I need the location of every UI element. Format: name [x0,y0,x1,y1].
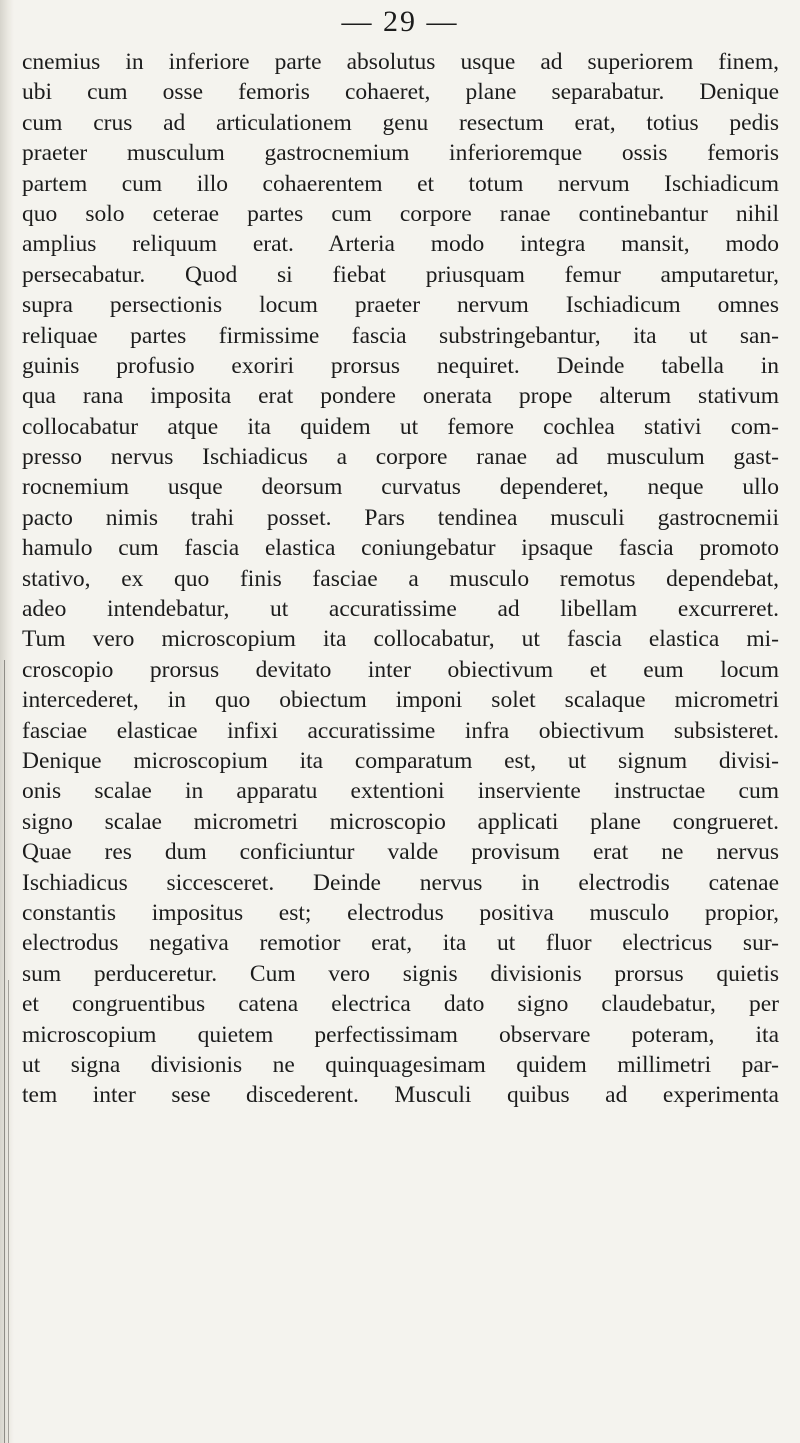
text-line: Quae res dum conficiuntur valde provisum erat ne nervus [22,839,779,866]
text-line: hamulo cum fascia elastica coniungebatur ipsaque fascia promoto [22,535,779,562]
text-line: qua rana imposita erat pondere onerata prope alterum stativum [22,383,779,410]
text-line: partem cum illo cohaerentem et totum nervum Ischiadicum [22,170,779,197]
binding-gutter-line [8,980,9,1443]
text-line: amplius reliquum erat. Arteria modo integra mansit, modo [22,231,779,258]
text-line: intercederet, in quo obiectum imponi solet scalaque micrometri [22,687,779,714]
binding-gutter-line [4,660,5,1443]
text-line: supra persectionis locum praeter nervum Ischiadicum omnes [22,292,779,319]
text-line: constantis impositus est; electrodus positiva musculo propior, [22,899,779,926]
text-line: et congruentibus catena electrica dato signo claudebatur, per [22,991,779,1018]
text-line: ut signa divisionis ne quinquagesimam quidem millimetri par- [22,1051,779,1078]
body-text [22,47,779,1111]
text-line: microscopium quietem perfectissimam observare poteram, ita [22,1021,779,1048]
text-line: Tum vero microscopium ita collocabatur, ut fascia elastica mi- [22,626,779,653]
text-line: rocnemium usque deorsum curvatus dependeret, neque ullo [22,474,779,501]
text-line: stativo, ex quo finis fasciae a musculo remotus dependebat, [22,565,779,592]
text-line: onis scalae in apparatu extentioni inserviente instructae cum [22,778,779,805]
text-line: fasciae elasticae infixi accuratissime infra obiectivum subsisteret. [22,717,779,744]
text-line: adeo intendebatur, ut accuratissime ad libellam excurreret. [22,596,779,623]
text-line: Denique microscopium ita comparatum est, ut signum divisi- [22,747,779,774]
text-line: cnemius in inferiore parte absolutus usque ad superiorem finem, [22,49,779,75]
text-line: croscopio prorsus devitato inter obiectivum et eum locum [22,656,779,683]
text-line: pacto nimis trahi posset. Pars tendinea musculi gastrocnemii [22,504,779,531]
text-line: cum crus ad articulationem genu resectum erat, totius pedis [22,109,779,136]
text-line: Ischiadicus siccesceret. Deinde nervus in electrodis catenae [22,869,779,896]
text-line: sum perduceretur. Cum vero signis divisionis prorsus quietis [22,960,779,987]
text-line: tem inter sese discederent. Musculi quibus ad experimenta [22,1082,779,1109]
text-line: electrodus negativa remotior erat, ita ut fluor electricus sur- [22,930,779,957]
binding-gutter-shadow [0,0,14,1443]
page-number: — 29 — [341,5,459,38]
text-line: quo solo ceterae partes cum corpore ranae continebantur nihil [22,200,779,227]
text-line: reliquae partes firmissime fascia substringebantur, ita ut san- [22,322,779,349]
text-line: signo scalae micrometri microscopio applicati plane congrueret. [22,808,779,835]
text-line: ubi cum osse femoris cohaeret, plane separabatur. Denique [22,79,779,106]
text-line: guinis profusio exoriri prorsus nequiret. Deinde tabella in [22,352,779,379]
text-line: collocabatur atque ita quidem ut femore cochlea stativi com- [22,413,779,440]
text-line: praeter musculum gastrocnemium inferioremque ossis femoris [22,140,779,167]
text-line: persecabatur. Quod si fiebat priusquam femur amputaretur, [22,261,779,288]
text-line: presso nervus Ischiadicus a corpore ranae ad musculum gast- [22,444,779,471]
